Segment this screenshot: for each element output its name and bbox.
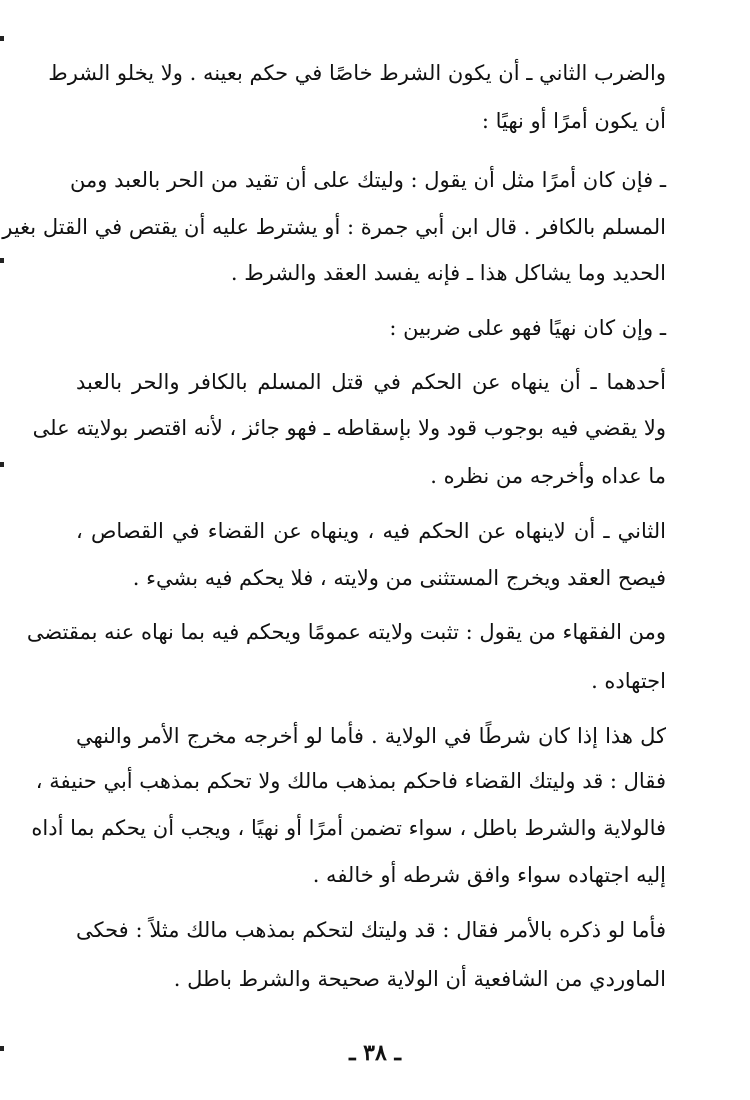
body-text [2,0,666,1020]
text-line: فأما لو ذكره بالأمر فقال : قد وليتك لتحكم بمذهب مالك مثلاً : فحكى [76,918,666,942]
margin-mark [0,36,4,41]
text-line: إليه اجتهاده سواء وافق شرطه أو خالفه . [312,863,666,887]
margin-mark [0,1046,4,1051]
text-line: فالولاية والشرط باطل ، سواء تضمن أمرًا أو نهيًا ، ويجب أن يحكم بما أداه [31,816,666,840]
text-line: الثاني ـ أن لاينهاه عن الحكم فيه ، وينهاه عن القضاء في القصاص ، [76,519,666,543]
text-line: المسلم بالكافر . قال ابن أبي جمرة : أو يشترط عليه أن يقتص في القتل بغير [2,215,666,239]
text-line: ما عداه وأخرجه من نظره . [430,464,666,488]
margin-mark [0,462,4,467]
text-line: والضرب الثاني ـ أن يكون الشرط خاصًا في حكم بعينه . ولا يخلو الشرط [48,61,666,85]
text-line: ومن الفقهاء من يقول : تثبت ولايته عمومًا ويحكم فيه بما نهاه عنه بمقتضى [26,620,666,644]
text-line: اجتهاده . [591,669,666,693]
text-line: أن يكون أمرًا أو نهيًا : [481,109,666,133]
text-line: أحدهما ـ أن ينهاه عن الحكم في قتل المسلم بالكافر والحر بالعبد [76,370,666,394]
text-line: الماوردي من الشافعية أن الولاية صحيحة والشرط باطل . [173,967,666,991]
margin-mark [0,258,4,263]
text-line: فقال : قد وليتك القضاء فاحكم بمذهب مالك ولا تحكم بمذهب أبي حنيفة ، [35,769,666,793]
text-line: ولا يقضي فيه بوجوب قود ولا بإسقاطه ـ فهو جائز ، لأنه اقتصر بولايته على [32,416,666,440]
text-line: كل هذا إذا كان شرطًا في الولاية . فأما لو أخرجه مخرج الأمر والنهي [76,724,666,748]
text-line: الحديد وما يشاكل هذا ـ فإنه يفسد العقد والشرط . [230,261,666,285]
text-line: فيصح العقد ويخرج المستثنى من ولايته ، فلا يحكم فيه بشيء . [132,566,666,590]
text-line: ـ وإن كان نهيًا فهو على ضربين : [389,316,666,340]
text-line: ـ فإن كان أمرًا مثل أن يقول : وليتك على أن تقيد من الحر بالعبد ومن [70,168,666,192]
page-number: ـ ٣٨ ـ [349,1040,401,1066]
